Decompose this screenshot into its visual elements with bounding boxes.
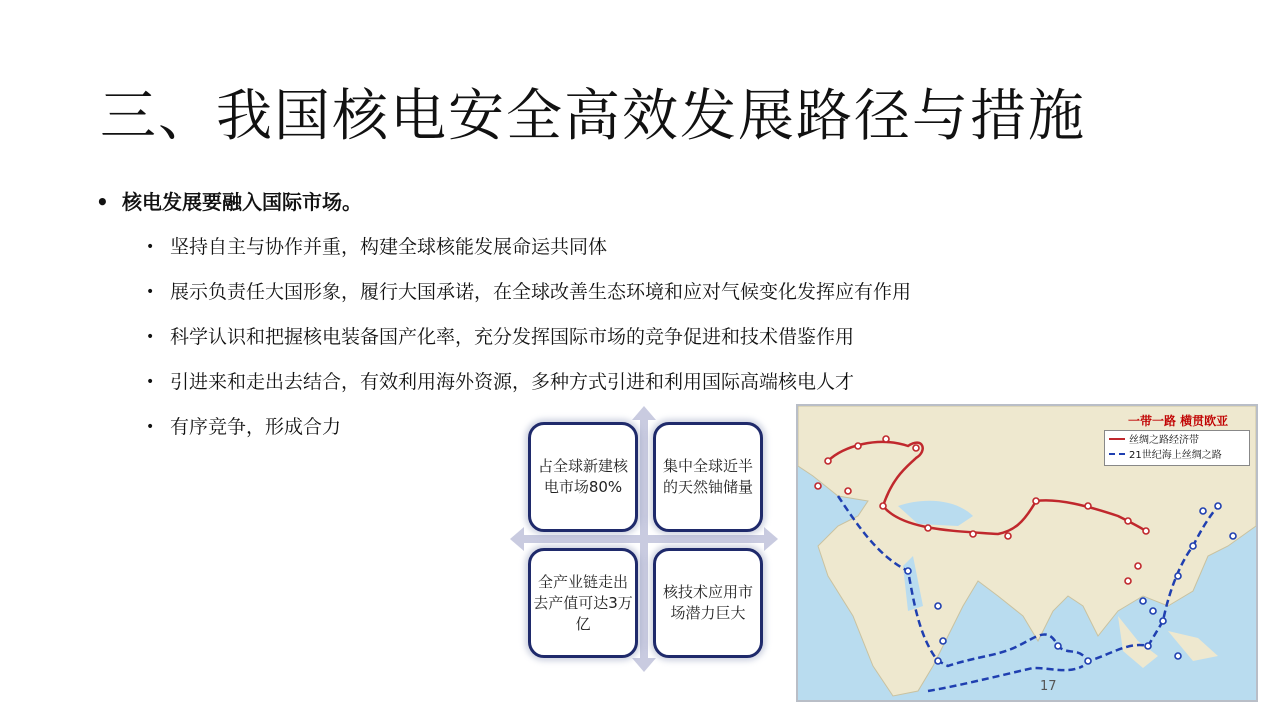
legend-sea-label: 21世纪海上丝绸之路 xyxy=(1129,450,1222,461)
legend-land-route xyxy=(1109,433,1245,448)
quadrant-bottom-left: 全产业链走出去产值可达3万亿 xyxy=(528,548,638,658)
sea-route-swatch xyxy=(1109,453,1125,455)
list-item xyxy=(146,232,911,277)
bullet-dot: • xyxy=(96,190,109,214)
main-bullet-text: 核电发展要融入国际市场。 xyxy=(122,190,362,214)
bullet-dot: • xyxy=(146,374,155,390)
main-bullet xyxy=(96,186,362,215)
bullet-dot: • xyxy=(146,284,155,300)
land-route-swatch xyxy=(1109,438,1125,440)
quadrant-top-right: 集中全球近半的天然铀储量 xyxy=(653,422,763,532)
quadrant-diagram xyxy=(508,404,780,674)
sub-bullet-text: 科学认识和把握核电装备国产化率，充分发挥国际市场的竞争促进和技术借鉴作用 xyxy=(170,326,855,348)
sub-bullet-text: 引进来和走出去结合，有效利用海外资源，多种方式引进和利用国际高端核电人才 xyxy=(170,371,855,393)
page-number: 17 xyxy=(1040,679,1057,694)
bullet-dot: • xyxy=(146,239,155,255)
quadrant-top-left: 占全球新建核电市场80% xyxy=(528,422,638,532)
list-item xyxy=(146,322,911,367)
bullet-dot: • xyxy=(146,419,155,435)
quadrant-bottom-right: 核技术应用市场潜力巨大 xyxy=(653,548,763,658)
slide-title: 三、我国核电安全高效发展路径与措施 xyxy=(100,84,1086,149)
legend-land-label: 丝绸之路经济带 xyxy=(1129,435,1199,446)
arrow-up-icon xyxy=(632,406,656,420)
arrow-left-icon xyxy=(510,527,524,551)
legend-sea-route xyxy=(1109,448,1245,463)
sub-bullet-text: 有序竞争，形成合力 xyxy=(170,416,342,438)
arrow-down-icon xyxy=(632,658,656,672)
bullet-dot: • xyxy=(146,329,155,345)
list-item xyxy=(146,277,911,322)
belt-road-map xyxy=(796,404,1258,702)
arrow-right-icon xyxy=(764,527,778,551)
map-legend xyxy=(1104,430,1250,466)
sub-bullet-text: 展示负责任大国形象，履行大国承诺，在全球改善生态环境和应对气候变化发挥应有作用 xyxy=(170,281,912,303)
sub-bullet-text: 坚持自主与协作并重，构建全球核能发展命运共同体 xyxy=(170,236,608,258)
map-heading: 一带一路 横贯欧亚 xyxy=(1128,414,1229,428)
